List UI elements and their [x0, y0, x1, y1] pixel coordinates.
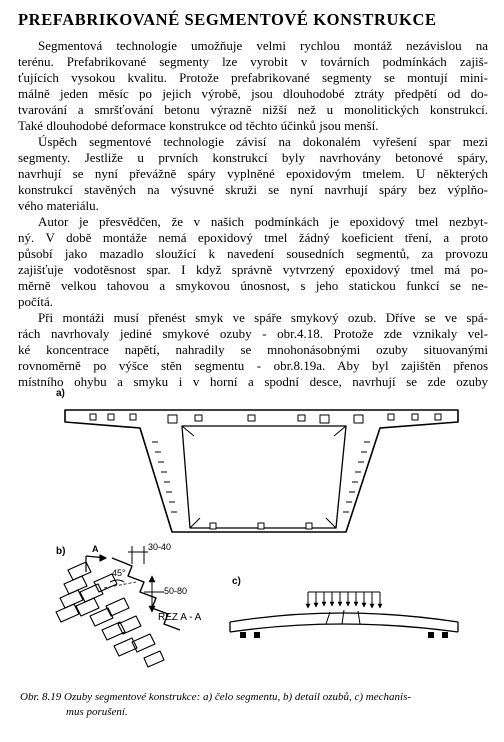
text-line: segmenty. Jestliže u prvních konstrukcí byly navrhovány betonové spáry,: [18, 150, 488, 165]
text-line: ké koncentrace napětí, nahradily se mnohonásobnými ozuby situovanými: [18, 342, 488, 357]
page-title: PREFABRIKOVANÉ SEGMENTOVÉ KONSTRUKCE: [18, 10, 437, 29]
text-line: rách navrhovaly jediné smykové ozuby - obr.4.18. Protože zde vznikaly vel-: [18, 326, 488, 341]
figure-label-a: a): [56, 388, 65, 399]
section-arrow-label: A: [92, 544, 99, 554]
angle-label: 45°: [112, 568, 126, 578]
paragraph-4: [18, 310, 488, 390]
figure-label-c: c): [232, 576, 241, 587]
figure-label-b: b): [56, 546, 66, 557]
paragraph-2: [18, 134, 488, 214]
caption-line-2: mus porušení.: [66, 706, 128, 718]
text-line: terénu. Prefabrikované segmenty lze vyrobit v továrních podmínkách zajiš-: [18, 54, 488, 69]
text-line: měrně velkou tahovou a smykovou únosnost, s jeho statickou funkcí se ne-: [18, 278, 488, 293]
paragraph-1: [18, 38, 488, 134]
figure-caption: [20, 690, 486, 720]
shear-key-detail: [56, 546, 180, 667]
text-line: místního ohybu a smyku i v horní a spodní desce, navrhují se zde ozuby: [18, 374, 488, 389]
text-line: vého materiálu.: [18, 198, 99, 213]
text-line: Úspěch segmentové technologie závisí na dokonalém vyřešení spar mezi: [38, 134, 488, 149]
text-line: málně jeden měsíc po jejich výrobě, jsou dlouhodobé ztráty předpětí od do-: [18, 86, 488, 101]
text-line: rovnoměrně po výšce stěn segmentu - obr.8.19a. Aby byl zajištěn přenos: [18, 358, 488, 373]
text-line: Také dlouhodobé deformace konstrukce od těchto účinků jsou menší.: [18, 118, 379, 133]
text-line: Autor je přesvědčen, že v našich podmínkách je epoxidový tmel nezbyt-: [38, 214, 488, 229]
text-line: působí jako mazadlo sloužící k navedení sousedních segmentů, za provozu: [18, 246, 488, 261]
figure-8-19: [40, 386, 490, 686]
text-line: tvarování a smršťování betonu výrazně nižší než u monolitických konstrukcí.: [18, 102, 488, 117]
text-line: počítá.: [18, 294, 54, 309]
box-girder-cross-section: [65, 410, 458, 532]
text-line: ný. V době montáže nemá epoxidový tmel žádný koeficient tření, a proto: [18, 230, 488, 245]
dimension-label-side: 50-80: [164, 586, 188, 596]
text-line: navrhují se nyní převážně spáry vyplněné epoxidovým tmelem. U některých: [18, 166, 488, 181]
text-line: Segmentová technologie umožňuje velmi rychlou montáž nezávislou na: [38, 38, 488, 53]
section-title-label: ŘEZ A - A: [158, 612, 202, 623]
text-line: ťujících vysokou kvalitu. Protože prefabrikované segmenty se montují mini-: [18, 70, 488, 85]
failure-mechanism-diagram: [230, 592, 458, 638]
text-line: konstrukcí stavěných na výsuvné skruži se nyní navrhují spáry bez výplňo-: [18, 182, 488, 197]
segment-drawing: [40, 386, 490, 686]
text-line: Při montáži musí přenést smyk ve spáře smykový ozub. Dříve se ve spá-: [38, 310, 488, 325]
paragraph-3: [18, 214, 488, 310]
dimension-label-top: 30-40: [148, 542, 172, 552]
caption-line-1: Obr. 8.19 Ozuby segmentové konstrukce: a) čelo segmentu, b) detail ozubů, c) mechanis-: [20, 691, 412, 703]
text-line: zajišťuje vodotěsnost spar. I když správně vytvrzený epoxidový tmel má po-: [18, 262, 488, 277]
